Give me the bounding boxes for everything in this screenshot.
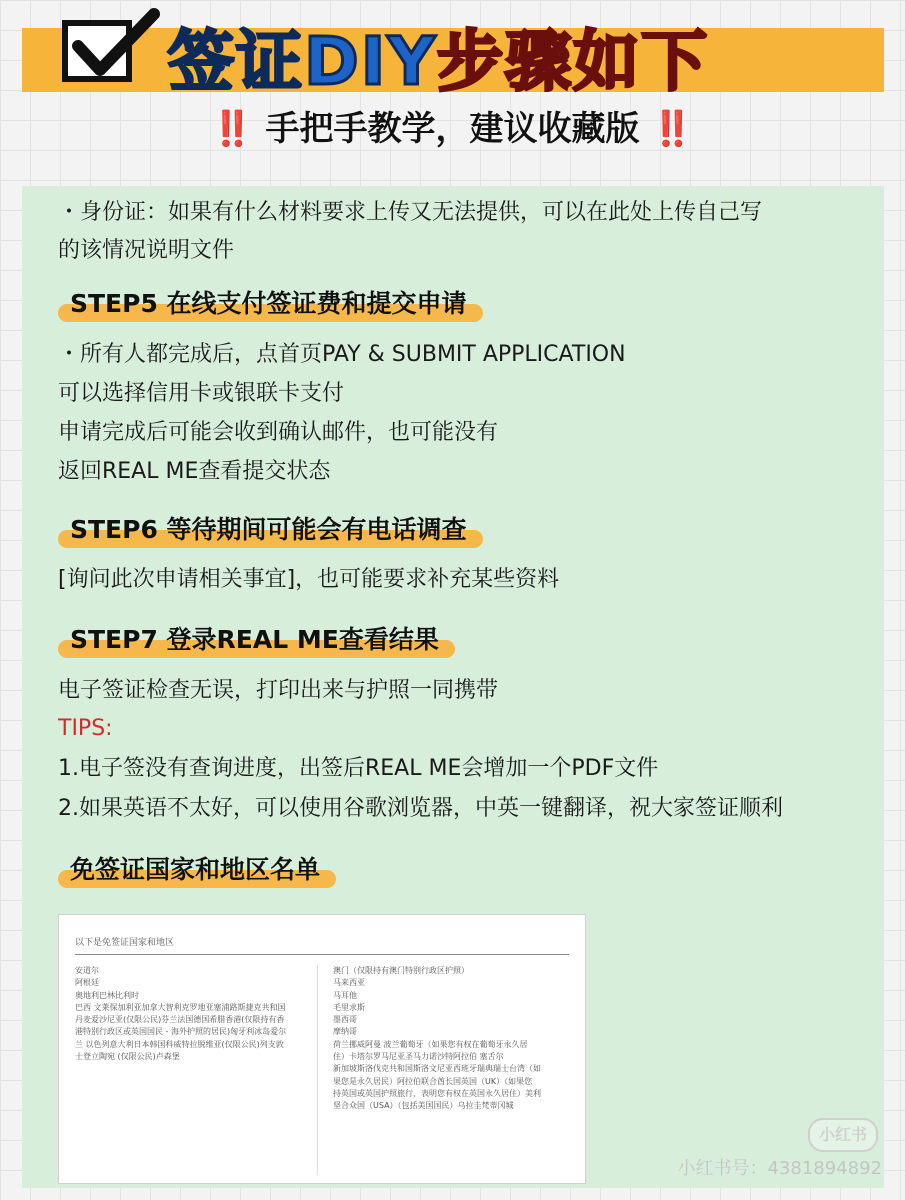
list-item: 丹麦爱沙尼亚(仅限公民)芬兰法国德国希腊香港(仅限持有香 (75, 1015, 285, 1025)
watermark-id: 小红书号：4381894892 (677, 1158, 882, 1179)
list-item: 摩纳哥 (333, 1027, 357, 1037)
tip-2: 2.如果英语不太好，可以使用谷歌浏览器，中英一键翻译，祝大家签证顺利 (58, 796, 783, 821)
xiaohongshu-logo: 小红书 (808, 1118, 878, 1152)
list-item: 奥地利巴林比利时 (75, 990, 139, 1000)
list-item: 澳门（仅限持有澳门特别行政区护照） (333, 966, 469, 975)
list-item: 住）卡塔尔罗马尼亚圣马力诺沙特阿拉伯 塞舌尔 (333, 1052, 504, 1062)
tips-label: TIPS: (58, 716, 113, 741)
list-item: 兰 以色列意大利日本韩国科威特拉脱维亚(仅限公民)列支敦 (75, 1039, 284, 1049)
step6-heading (58, 512, 483, 548)
step5-line-2: 可以选择信用卡或银联卡支付 (58, 381, 345, 406)
checkmark-icon (70, 8, 160, 86)
list-item: 坚合众国（USA）（包括美国国民）乌拉圭梵蒂冈城 (333, 1101, 514, 1111)
list-item: 持英国或英国护照旅行，表明您有权在英国永久居住）美利 (333, 1088, 541, 1098)
list-item: 巴西 文莱保加利亚加拿大智利克罗地亚塞浦路斯捷克共和国 (75, 1002, 286, 1012)
step5-line-4: 返回REAL ME查看提交状态 (58, 459, 331, 484)
double-exclamation-icon: ‼️ (211, 109, 254, 149)
list-item: 马来西亚 (333, 978, 365, 988)
subtitle (0, 104, 905, 154)
id-card-line-2: 的该情况说明文件 (58, 238, 235, 263)
step5-line-1: ・所有人都完成后，点首页PAY & SUBMIT APPLICATION (58, 342, 626, 367)
step6-label: STEP6 等待期间可能会有电话调查 (70, 515, 467, 544)
visa-free-list-image (58, 914, 586, 1184)
id-card-line-1: ・身份证：如果有什么材料要求上传又无法提供，可以在此处上传自己写 (58, 200, 763, 225)
step7-line: 电子签证检查无误，打印出来与护照一同携带 (58, 678, 499, 703)
list-item: 毛里求斯 (333, 1002, 365, 1012)
list-item: 马耳他 (333, 990, 357, 1000)
list-item: 荷兰挪威阿曼 波兰葡萄牙（如果您有权在葡萄牙永久居 (333, 1039, 528, 1049)
step5-label: STEP5 在线支付签证费和提交申请 (70, 289, 467, 318)
tip-1: 1.电子签没有查询进度，出签后REAL ME会增加一个PDF文件 (58, 756, 659, 781)
list-item: 新加坡斯洛伐克共和国斯洛文尼亚西班牙瑞典瑞士台湾（如 (333, 1064, 541, 1074)
list-item: 士登立陶宛 (仅限公民)卢森堡 (75, 1052, 180, 1062)
step5-line-3: 申请完成后可能会收到确认邮件，也可能没有 (58, 420, 499, 445)
double-exclamation-icon: ‼️ (651, 109, 694, 149)
list-header: 以下是免签证国家和地区 (75, 935, 569, 955)
list-item: 港特别行政区或英国国民 - 海外护照的居民)匈牙利冰岛爱尔 (75, 1027, 287, 1037)
list-column-right (333, 965, 569, 1175)
title-part-red: 步骤如下 (437, 23, 710, 100)
step7-heading (58, 622, 455, 658)
visa-free-list-heading (58, 852, 336, 888)
list-column-left (75, 965, 318, 1175)
list-heading-label: 免签证国家和地区名单 (70, 855, 321, 884)
page-title (168, 22, 709, 102)
step6-line: [询问此次申请相关事宜]，也可能要求补充某些资料 (58, 567, 560, 592)
list-item: 果您是永久居民）阿拉伯联合酋长国英国（UK）（如果您 (333, 1076, 533, 1086)
subtitle-text: 手把手教学，建议收藏版 (265, 109, 640, 149)
step5-heading (58, 286, 483, 322)
list-item: 安道尔 (75, 966, 99, 975)
list-item: 阿根廷 (75, 978, 99, 988)
title-part-blue: 签证DIY (168, 23, 438, 100)
list-item: 墨西哥 (333, 1015, 357, 1025)
step7-label: STEP7 登录REAL ME查看结果 (70, 625, 439, 654)
